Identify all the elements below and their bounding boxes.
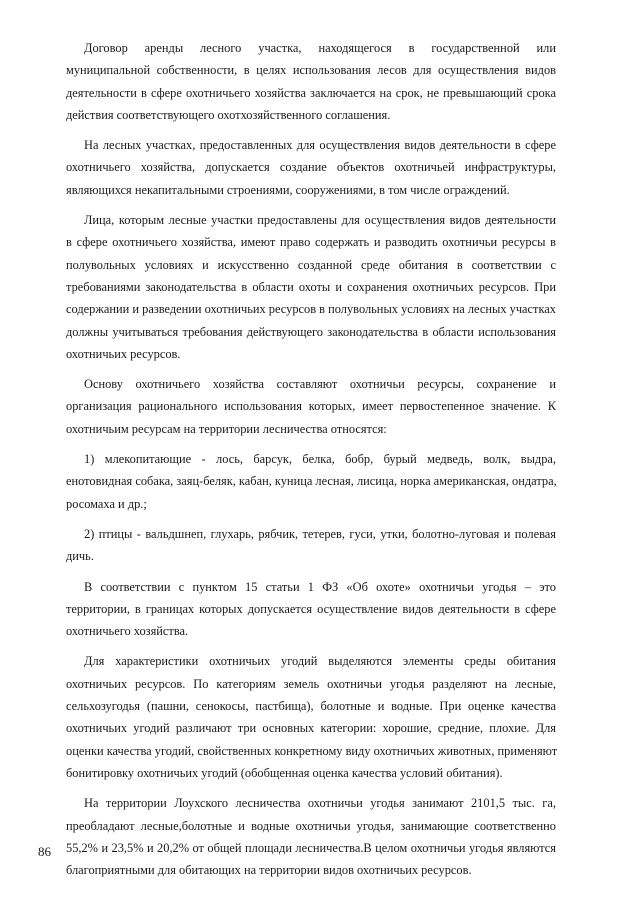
text-line: преобладают лесные,болотные и водные охотничьи угодья, занимающие соответственно <box>66 818 556 833</box>
text-line: Для характеристики охотничьих угодий выделяются элементы среды обитания <box>84 654 556 669</box>
document-body <box>66 37 556 889</box>
text-line: В соответствии с пунктом 15 статьи 1 ФЗ «Об охоте» охотничьи угодья – это <box>84 579 556 594</box>
text-line: деятельности в сфере охотничьего хозяйства заключается на срок, не превышающий срока <box>66 85 556 100</box>
text-line: росомаха и др.; <box>66 496 147 511</box>
text-line: муниципальной собственности, в целях использования лесов для осуществления видов <box>66 63 556 78</box>
paragraph-infrastructure <box>66 134 556 201</box>
text-line: полувольных условиях и искусственно созданной среде обитания в соответствии с <box>66 257 556 272</box>
text-line: 2) птицы - вальдшнеп, глухарь, рябчик, тетерев, гуси, утки, болотно-луговая и полевая <box>84 526 556 541</box>
text-line: действия соответствующего охотхозяйственного соглашения. <box>66 107 391 122</box>
text-line: 55,2% и 23,5% и 20,2% от общей площади лесничества.В целом охотничьи угодья являются <box>66 840 556 855</box>
text-line: Основу охотничьего хозяйства составляют охотничьи ресурсы, сохранение и <box>84 377 556 392</box>
text-line: На территории Лоухского лесничества охотничьи угодья занимают 2101,5 тыс. га, <box>84 796 556 811</box>
text-line: в сфере охотничьего хозяйства, имеют право содержать и разводить охотничьи ресурсы в <box>66 235 556 250</box>
text-line: дичь. <box>66 549 94 564</box>
text-line: енотовидная собака, заяц-беляк, кабан, куница лесная, лисица, норка американская, ондатра, <box>66 474 557 489</box>
paragraph-semi-free-keeping <box>66 209 556 365</box>
text-line: территории, в границах которых допускается осуществление видов деятельности в сфере <box>66 601 556 616</box>
list-item-birds <box>66 523 556 568</box>
paragraph-hunting-resources <box>66 373 556 440</box>
text-line: охотничьего хозяйства, допускается создание объектов охотничьей инфраструктуры, <box>66 160 556 175</box>
text-line: охотничьих угодий различают три основных категории: хорошие, средние, плохие. Для <box>66 721 556 736</box>
text-line: требованиями законодательства в области охоты и сохранения охотничьих ресурсов. При <box>66 279 556 294</box>
text-line: должны учитываться требования действующего законодательства в области использования <box>66 324 556 339</box>
page-number: 86 <box>38 844 51 859</box>
text-line: сельхозугодья (пашни, сенокосы, пастбища), болотные и водные. При оценке качества <box>66 699 556 714</box>
text-line: содержании и разведении охотничьих ресурсов в полувольных условиях на лесных участках <box>66 302 556 317</box>
list-item-mammals <box>66 448 556 515</box>
text-line: Договор аренды лесного участка, находящегося в государственной или <box>84 41 556 55</box>
text-line: охотничьим ресурсам на территории лесничества относятся: <box>66 421 387 436</box>
text-line: охотничьего хозяйства. <box>66 624 189 639</box>
text-line: охотничьих ресурсов. <box>66 346 181 361</box>
paragraph-grounds-characteristics <box>66 650 556 784</box>
text-line: 1) млекопитающие - лось, барсук, белка, бобр, бурый медведь, волк, выдра, <box>84 452 556 467</box>
paragraph-hunting-grounds-definition <box>66 576 556 643</box>
text-line: Лица, которым лесные участки предоставлены для осуществления видов деятельности <box>84 213 556 228</box>
text-line: организация рационального использования которых, имеет первостепенное значение. К <box>66 399 556 414</box>
text-line: бонитировку охотничьих угодий (обобщенная оценка качества условий обитания). <box>66 765 503 780</box>
text-line: благоприятными для обитающих на территории видов охотничьих ресурсов. <box>66 863 472 878</box>
paragraph-loukhi-forestry <box>66 792 556 881</box>
text-line: оценки качества угодий, свойственных конкретному виду охотничьих животных, применяют <box>66 743 558 758</box>
text-line: охотничьих ресурсов. По категориям земель охотничьи угодья разделяют на лесные, <box>66 676 556 691</box>
text-line: На лесных участках, предоставленных для осуществления видов деятельности в сфере <box>84 138 556 153</box>
paragraph-lease-agreement <box>66 37 556 126</box>
text-line: являющихся некапитальными строениями, сооружениями, в том числе ограждений. <box>66 182 510 197</box>
